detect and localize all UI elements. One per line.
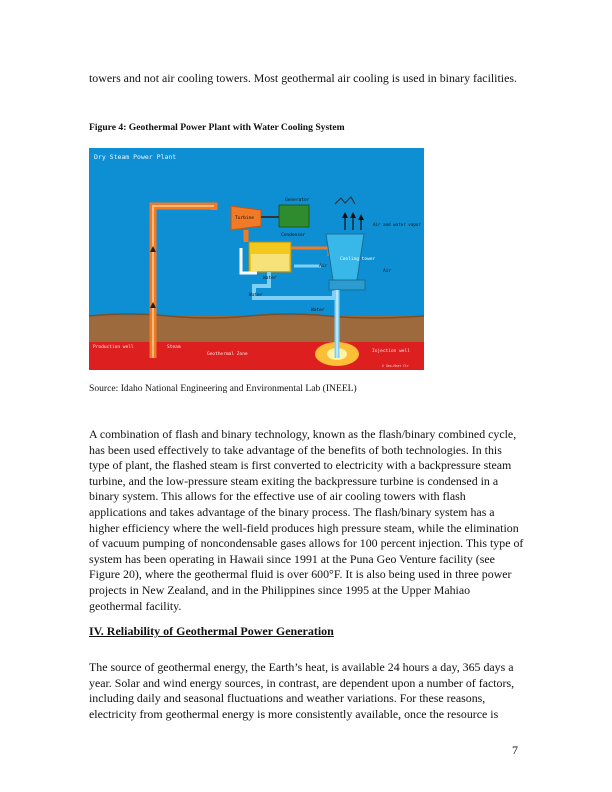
paragraph-reliability: The source of geothermal energy, the Earth’s heat, is available 24 hours a day, 365 days a year. Solar and wind energy sources, in contrast, are dependent upon a number of factors, including daily and seasonal fluctuations and weather variations. For these reasons, electricity from geothermal energy is more consistently available, once the resource is: [89, 660, 515, 721]
steam-label: Steam: [167, 345, 181, 350]
condenser-label: Condenser: [281, 233, 306, 238]
cooling-tower-label: Cooling tower: [340, 257, 376, 262]
geothermal-zone-label: Geothermal Zone: [207, 352, 248, 357]
figure-title: Dry Steam Power Plant: [94, 153, 177, 161]
figure-source: Source: Idaho National Engineering and Environmental Lab (INEEL): [89, 383, 357, 394]
section-heading: IV. Reliability of Geothermal Power Generation: [89, 624, 334, 638]
ground-layer: [89, 316, 424, 342]
page-number: 7: [512, 743, 518, 757]
power-plant-diagram: [89, 148, 424, 370]
water-right-label: Water: [311, 308, 325, 313]
paragraph-flash-binary: A combination of flash and binary technology, known as the flash/binary combined cycle, has been used effectively to take advantage of the benefits of both technologies. In this type of plant, the flashed steam is first converted to electricity with a backpressure steam turbine, and the low-pressure steam exiting the backpressure turbine is condensed in a binary system. This allows for the effective use of air cooling towers with flash applications and takes advantage of the binary process. The flash/binary system has a higher efficiency where the well-field produces high pressure steam, while the elimination of vacuum pumping of noncondensable gases allows for 100 percent injection. This type of system has been operating in Hawaii since 1991 at the Puna Geo Venture facility (see Figure 20), where the geothermal fluid is over 600°F. It is also being used in three power projects in New Zealand, and in the Philippines since 1995 at the Upper Mahiao geothermal facility.: [89, 427, 524, 613]
condenser-water: [251, 254, 289, 271]
generator-label: Generator: [285, 198, 310, 203]
air-right-label: Air: [383, 269, 392, 274]
air-left-label: Air: [319, 264, 328, 269]
production-well-label: Production well: [93, 345, 134, 350]
injection-well-label: Injection well: [372, 349, 410, 354]
figure-caption: Figure 4: Geothermal Power Plant with Water Cooling System: [89, 122, 345, 133]
sky-background: [89, 148, 424, 316]
water-left-label: Water: [249, 293, 263, 298]
water-box-label: Water: [263, 276, 277, 281]
generator: [279, 205, 309, 227]
figure-credit: © Geo-Heat Ctr: [382, 364, 409, 368]
air-water-vapor-label: Air and water vapor: [373, 222, 421, 227]
turbine-label: Turbine: [235, 216, 254, 221]
top-text: towers and not air cooling towers. Most geothermal air cooling is used in binary facilities.: [89, 71, 517, 85]
geothermal-zone: [89, 342, 424, 370]
